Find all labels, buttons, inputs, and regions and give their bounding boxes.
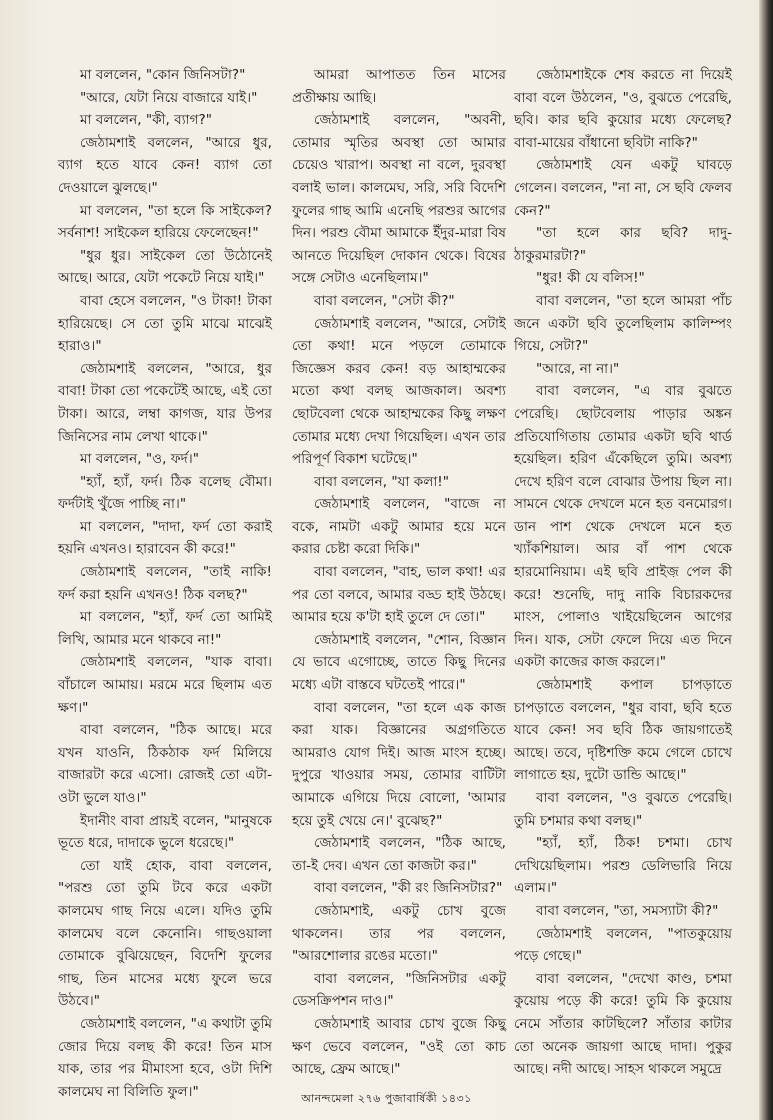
paragraph: জেঠামশাই বললেন, "আরে, ধুর বাবা! টাকা তো পকেটেই আছে, এই তো টাকা। আরে, লম্বা কাগজ, যার উপর জিনিসের নাম লেখা থাকে।" [58, 360, 272, 445]
paragraph: জেঠামশাই বললেন, "আরে ধুর, ব্যাগ হতে যাবে কেন! ব্যাগ তো দেওয়ালে ঝুলছে।" [58, 134, 272, 196]
paragraph: জেঠামশাই বললেন, "শোন, বিজ্ঞান যে ভাবে এগোচ্ছে, তাতে কিছু দিনের মধ্যে এটা বাস্তবে ঘটতেই পারে।" [292, 631, 506, 694]
paragraph: বাবা বললেন, "তা হলে আমরা পাঁচ জনে একটা ছবি তুলেছিলাম কালিম্পং গিয়ে, সেটা?" [514, 292, 732, 355]
paragraph: ইদানীং বাবা প্রায়ই বলেন, "মানুষকে ভূতে ধরে, দাদাকে ভুলে ধরেছে।" [58, 812, 272, 852]
paragraph: বাবা হেসে বললেন, "ও টাকা! টাকা হারিয়েছে। সে তো তুমি মাঝে মাঝেই হারাও।" [58, 292, 272, 355]
book-spine-shadow [759, 0, 773, 1120]
paragraph: আমরা আপাতত তিন মাসের প্রতীক্ষায় আছি। [292, 67, 506, 106]
paragraph: মা বললেন, "কোন জিনিসটা?" [80, 67, 246, 83]
paragraph: মা বললেন, "কী, ব্যাগ?" [80, 112, 212, 129]
paragraph: জেঠামশাই বললেন, "এ কথাটা তুমি জোর দিয়ে বলছ কী করে! তিন মাস যাক, তার পর মীমাংসা হবে, ওটা দিশি কালমেঘ না বিলিতি ফুল।" [58, 1015, 272, 1100]
paragraph: মা বললেন, "তা হলে কি সাইকেল? সর্বনাশ! সাইকেল হারিয়ে ফেলেছেন!" [58, 202, 272, 242]
paragraph: বাবা বললেন, "এ বার বুঝতে পেরেছি। ছোটবেলায় পাড়ার অঙ্কন প্রতিযোগিতায় তোমার একটা ছবি থার্ড হয়েছিল। হরিণ এঁকেছিলে তুমি। অবশ্য দেখে হরিণ বলে বোঝার উপায় ছিল না। সামনে থেকে দেখলে মনে হত বনমোরগ। ডান পাশ থেকে দেখলে মনে হত খ্যাঁকশিয়াল। আর বাঁ পাশ থেকে হারমোনিয়াম। এই ছবি প্রাইজ় পেল কী করে! শুনেছি, দাদু নাকি বিচারকদের মাংস, পোলাও খাইয়েছিলেন আগের দিন। যাক, সেটা ফেলে দিয়ে এত দিনে একটা কাজের কাজ করলে।" [514, 383, 732, 671]
paragraph: মা বললেন, "দাদা, ফর্দ তো করাই হয়নি এখনও। হারাবেন কী করে!" [58, 518, 272, 558]
paragraph: তো যাই হোক, বাবা বললেন, "পরশু তো তুমি টবে করে একটা কালমেঘ গাছ নিয়ে এলে। যদিও তুমি কালমেঘ বলে কেনোনি। গাছওয়ালা তোমাকে বুঝিয়েছেন, বিদেশি ফুলের গাছ, তিন মাসের মধ্যে ফুলে ভরে উঠবে।" [58, 857, 272, 1010]
paragraph: বাবা বললেন, "দেখো কাণ্ড, চশমা কুয়োয় পড়ে কী করে! তুমি কি কুয়োয় নেমে সাঁতার কাটছিলে? সাঁতার কাটার তো অনেক জায়গা আছে দাদা। পুকুর আছে। নদী আছে। সাহস থাকলে সমুদ্রে [514, 970, 732, 1078]
paragraph: জেঠামশাই বললেন, "তাই নাকি! ফর্দ করা হয়নি এখনও! ঠিক বলছ?" [58, 564, 272, 603]
paragraph: "ধুর! কী যে বলিস!" [536, 270, 645, 287]
text-column-2 [292, 64, 506, 1081]
paragraph: জেঠামশাই বললেন, "বাজে না বকে, নামটা একটু আমার হয়ে মনে করার চেষ্টা করো দিকি।" [292, 496, 506, 558]
paragraph: "আরে, যেটা নিয়ে বাজারে যাই।" [80, 89, 258, 106]
paragraph: বাবা বললেন, "যা কলা!" [314, 473, 450, 490]
paragraph: জেঠামশাইকে শেষ করতে না দিয়েই বাবা বলে উঠলেন, "ও, বুঝতে পেরেছি, ছবি। কার ছবি কুয়োর মধ্যে ফেলেছ? বাবা-মায়ের বাঁধানো ছবিটা নাকি?" [514, 67, 732, 151]
paragraph: "তা হলে কার ছবি? দাদু-ঠাকুরমারটা?" [514, 225, 732, 264]
paragraph: বাবা বললেন, "ঠিক আছে। মরে যখন যাওনি, ঠিকঠাক ফর্দ মিলিয়ে বাজারটা করে এসো। রোজই তো এটা-ওটা ভুলে যাও।" [58, 722, 272, 806]
paragraph: জেঠামশাই যেন একটু ঘাবড়ে গেলেন। বললেন, "না না, সে ছবি ফেলব কেন?" [514, 157, 732, 219]
paragraph: বাবা বললেন, "জিনিসটার একটু ডেসক্রিপশন দাও।" [292, 970, 506, 1010]
paragraph: বাবা বললেন, "ও বুঝতে পেরেছি। তুমি চশমার কথা বলছ।" [514, 790, 732, 829]
paragraph: জেঠামশাই বললেন, "আরে, সেটাই তো কথা! মনে পড়লে তোমাকে জিজ্ঞেস করব কেন! বড় আহাম্মকের মতো কথা বলছ আজকাল। অবশ্য ছোটবেলা থেকে আহাম্মকের কিছু লক্ষণ তোমার মধ্যে দেখা গিয়েছিল। এখন তার পরিপূর্ণ বিকাশ ঘটেছে।" [292, 315, 506, 468]
paragraph: "ধুর ধুর। সাইকেল তো উঠোনেই আছে। আরে, যেটা পকেটে নিয়ে যাই।" [58, 247, 272, 287]
paragraph: জেঠামশাই বললেন, "অবনী, তোমার স্মৃতির অবস্থা তো আমার চেয়েও খারাপ। অবস্থা না বলে, দুরবস্থা বলাই ভাল। কালমেঘ, সরি, সরি বিদেশি ফুলের গাছ আমি এনেছি পরশুর আগের দিন। পরশু বৌমা আমাকে ইঁদুর-মারা বিষ আনতে দিয়েছিল দোকান থেকে। বিষের সঙ্গে সেটাও এনেছিলাম।" [292, 112, 506, 287]
paragraph: বাবা বললেন, "সেটা কী?" [314, 292, 455, 309]
paragraph: বাবা বললেন, "কী রং জিনিসটার?" [314, 880, 503, 897]
paragraph: "হ্যাঁ, হ্যাঁ, ঠিক! চশমা। চোখ দেখিয়েছিলাম। পরশু ডেলিভারি নিয়ে এলাম।" [514, 835, 732, 897]
paragraph: জেঠামশাই, একটু চোখ বুজে থাকলেন। তার পর বললেন, "আরশোলার রঙের মতো।" [292, 902, 506, 965]
paragraph: বাবা বললেন, "তা, সমস্যাটা কী?" [536, 902, 719, 919]
page-footer: আনন্দমেলা ২৭৬ পুজাবার্ষিকী ১৪৩১ [301, 1092, 472, 1105]
paragraph: বাবা বললেন, "বাহ, ভাল কথা! এর পর তো বলবে, আমার বড্ড হাই উঠছে। আমার হয়ে ক'টা হাই তুলে দে তো।" [292, 564, 506, 626]
paragraph: "হ্যাঁ, হ্যাঁ, ফর্দ। ঠিক বলেছ বৌমা। ফর্দটাই খুঁজে পাচ্ছি না।" [58, 473, 272, 513]
paragraph: জেঠামশাই বললেন, "পাতকুয়োয় পড়ে গেছে।" [514, 925, 732, 965]
paragraph: জেঠামশাই বললেন, "যাক বাবা। বাঁচালে আমায়। মরমে মরে ছিলাম এত ক্ষণ।" [58, 654, 272, 716]
text-column-1 [58, 64, 272, 1103]
paragraph: জেঠামশাই আবার চোখ বুজে কিছু ক্ষণ ভেবে বললেন, "ওই তো কাচ আছে, ফ্রেম আছে।" [292, 1015, 506, 1078]
paragraph: মা বললেন, "হ্যাঁ, ফর্দ তো আমিই লিখি, আমার মনে থাকবে না!" [58, 609, 272, 648]
paragraph: জেঠামশাই বললেন, "ঠিক আছে, তা-ই দেব। এখন তো কাজটা কর।" [292, 835, 506, 874]
paragraph: জেঠামশাই কপাল চাপড়াতে চাপড়াতে বললেন, "ধুর বাবা, ছবি হতে যাবে কেন! সব ছবি ঠিক জায়গাতেই আছে। তবে, দৃষ্টিশক্তি কমে গেলে চোখে লাগাতে হয়, দুটো ডান্ডি আছে।" [514, 677, 732, 784]
paragraph: "আরে, না না।" [536, 360, 620, 377]
paragraph: মা বললেন, "ও, ফর্দ।" [80, 451, 199, 468]
paragraph: বাবা বললেন, "তা হলে এক কাজ করা যাক। বিজ্ঞানের অগ্রগতিতে আমরাও যোগ দিই। আজ মাংস হচ্ছে। দুপুরে খাওয়ার সময়, তোমার বাটিটা আমাকে এগিয়ে দিয়ে বোলো, 'আমার হয়ে তুই খেয়ে নে।' বুঝেছ?" [292, 699, 506, 829]
text-column-3 [514, 64, 732, 1081]
